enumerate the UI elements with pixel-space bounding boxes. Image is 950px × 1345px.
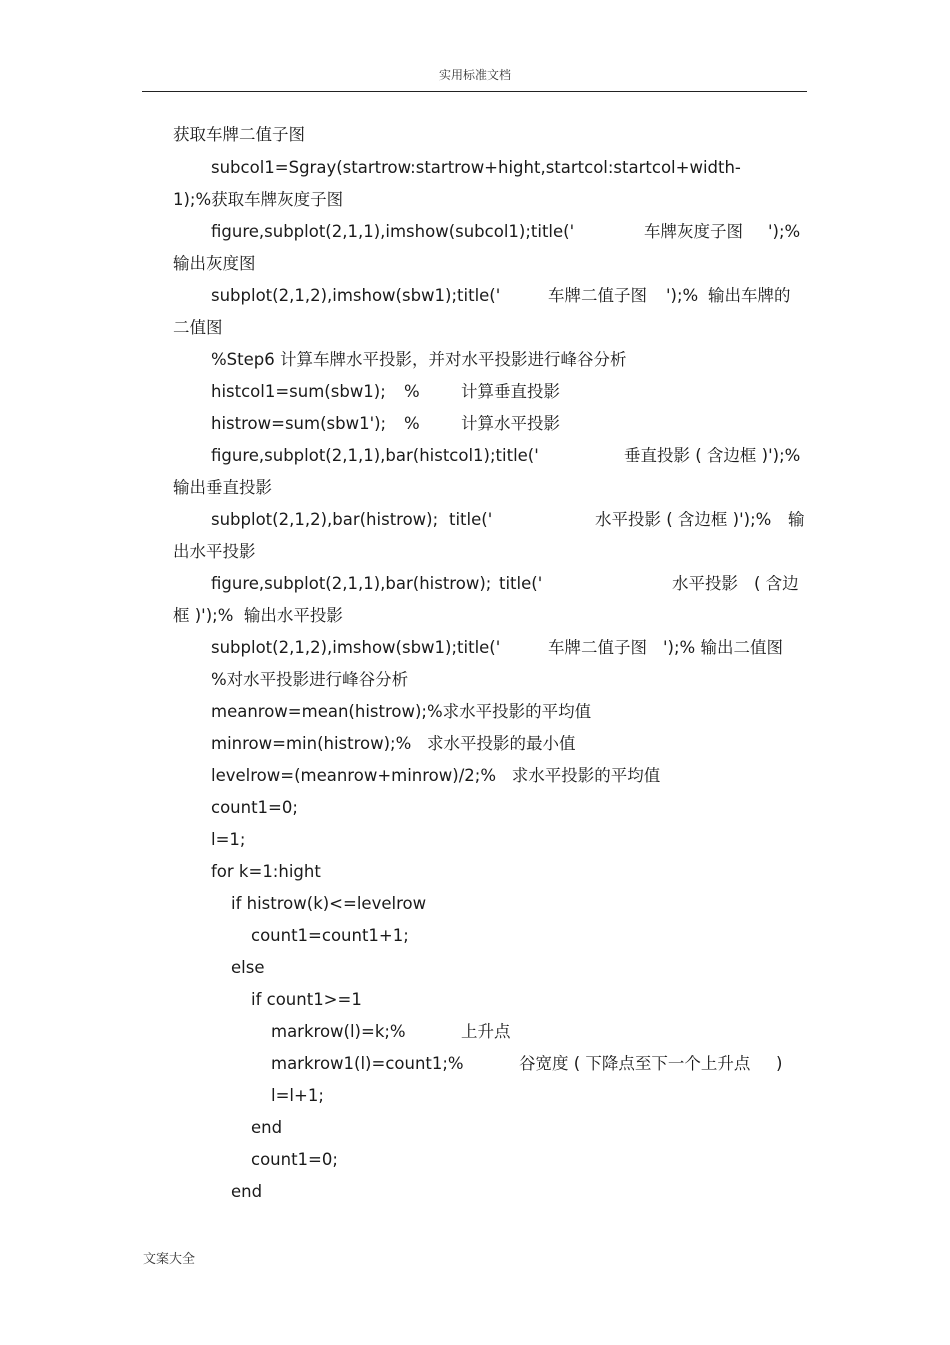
code-line: figure,subplot(2,1,1),imshow(subcol1);title(' [211, 222, 575, 241]
code-line: histcol1=sum(sbw1); [211, 382, 386, 401]
code-string: 垂直投影 ( 含边框 )');% [624, 446, 801, 465]
code-line: meanrow=mean(histrow);%求水平投影的平均值 [211, 702, 592, 721]
code-comment: 输出车牌的 [708, 286, 791, 305]
code-line: title(' [499, 574, 543, 593]
page-header: 实用标准文档 [438, 68, 511, 82]
code-line: markrow1(l)=count1;% [271, 1054, 464, 1073]
code-comment: 计算垂直投影 [461, 382, 560, 401]
code-line: ');% [768, 222, 801, 241]
code-line: subplot(2,1,2),imshow(sbw1);title(' [211, 638, 501, 657]
code-line: count1=0; [211, 798, 298, 817]
text-line: 获取车牌二值子图 [173, 125, 305, 144]
code-line: 1);%获取车牌灰度子图 [173, 190, 344, 209]
code-line: % [404, 382, 420, 401]
code-string: 水平投影 ( 含边框 )');% [595, 510, 772, 529]
code-string: 水平投影 [672, 574, 738, 593]
code-line: if histrow(k)<=levelrow [231, 894, 427, 913]
code-line: markrow(l)=k;% [271, 1022, 406, 1041]
code-string: ( 含边 [754, 574, 799, 593]
code-comment: 输出垂直投影 [173, 478, 272, 497]
code-line: if count1>=1 [251, 990, 362, 1009]
code-line: ');% [666, 286, 699, 305]
code-line: levelrow=(meanrow+minrow)/2;% 求水平投影的平均值 [211, 766, 661, 785]
code-line: % [404, 414, 420, 433]
code-line: subplot(2,1,2),imshow(sbw1);title(' [211, 286, 501, 305]
code-line: histrow=sum(sbw1'); [211, 414, 387, 433]
code-string: 车牌二值子图 [548, 286, 647, 305]
code-comment: 出水平投影 [173, 542, 256, 561]
code-comment: ) [776, 1054, 783, 1073]
code-line: 框 )');% 输出水平投影 [173, 606, 343, 625]
code-comment: 二值图 [173, 318, 223, 337]
code-line: else [231, 958, 265, 977]
code-line: subplot(2,1,2),bar(histrow); [211, 510, 439, 529]
header-divider [142, 91, 807, 92]
code-line: for k=1:hight [211, 862, 321, 881]
code-comment: %Step6 计算车牌水平投影，并对水平投影进行峰谷分析 [211, 350, 627, 369]
code-comment: 谷宽度 ( 下降点至下一个上升点 [519, 1054, 751, 1073]
code-line: end [231, 1182, 263, 1201]
code-comment: 计算水平投影 [461, 414, 560, 433]
code-line: count1=0; [251, 1150, 338, 1169]
page-footer: 文案大全 [143, 1252, 196, 1267]
code-line: figure,subplot(2,1,1),bar(histrow); [211, 574, 492, 593]
code-line: l=1; [211, 830, 246, 849]
code-line: ');% 输出二值图 [663, 638, 783, 657]
code-comment: 输 [788, 510, 805, 529]
code-line: subcol1=Sgray(startrow:startrow+hight,startcol:startcol+width- [211, 158, 741, 177]
code-line: figure,subplot(2,1,1),bar(histcol1);title(' [211, 446, 539, 465]
code-line: end [251, 1118, 283, 1137]
code-string: 车牌二值子图 [548, 638, 647, 657]
code-comment: 上升点 [461, 1022, 511, 1041]
code-line: title(' [449, 510, 493, 529]
code-line: l=l+1; [271, 1086, 324, 1105]
code-comment: 输出灰度图 [173, 254, 256, 273]
code-string: 车牌灰度子图 [644, 222, 743, 241]
code-line: minrow=min(histrow);% 求水平投影的最小值 [211, 734, 576, 753]
code-comment: %对水平投影进行峰谷分析 [211, 670, 409, 689]
code-line: count1=count1+1; [251, 926, 409, 945]
